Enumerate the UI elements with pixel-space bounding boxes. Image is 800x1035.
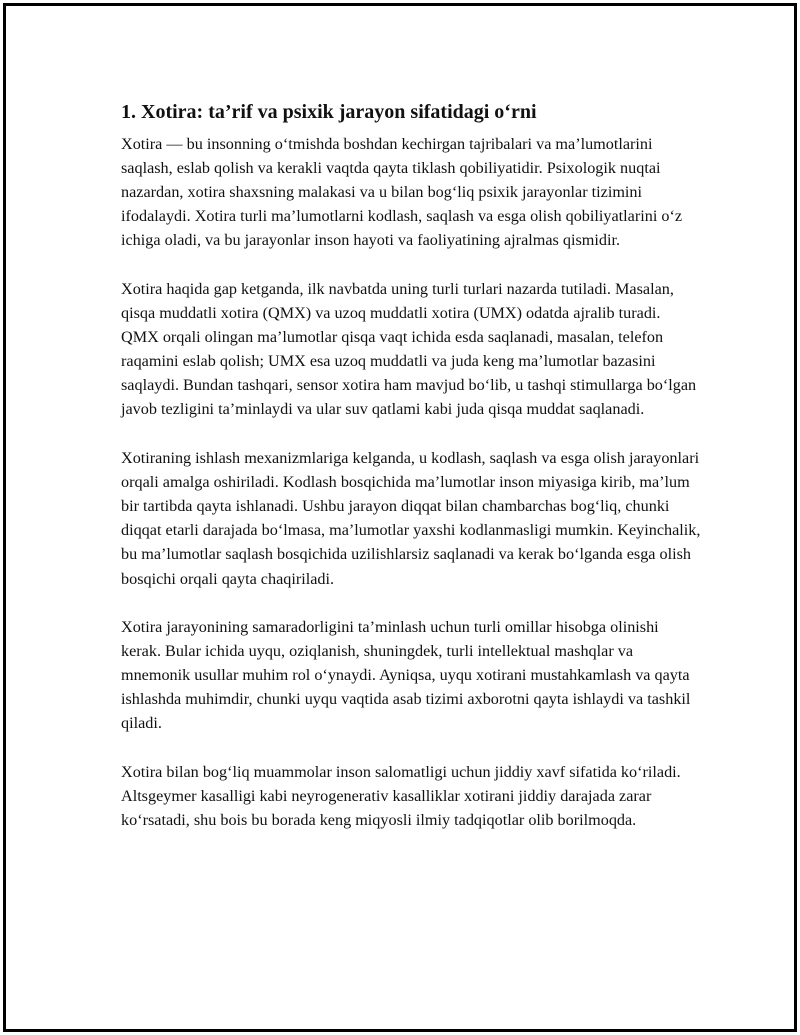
paragraph-problems: Xotira bilan bog‘liq muammolar inson salomatligi uchun jiddiy xavf sifatida ko‘riladi. Altsgeymer kasalligi kabi neyrogenerativ kasalliklar xotirani jiddiy darajada zarar ko‘rsatadi, shu bois bu borada keng miqyosli ilmiy tadqiqotlar olib borilmoqda. (121, 763, 681, 830)
paragraph-definition: Xotira — bu insonning o‘tmishda boshdan kechirgan tajribalari va ma’lumotlarini saqlash, eslab qolish va kerakli vaqtda qayta tiklash qobiliyatidir. Psixologik nuqtai nazardan, xotira shaxsning malakasi va u bilan bog‘liq psixik jarayonlar tizimini ifodalaydi. Xotira turli ma’lumotlarni kodlash, saqlash va esga olish qobiliyatlarini o‘z ichiga oladi, va bu jarayonlar inson hayoti va faoliyatining ajralmas qismidir. (121, 135, 683, 250)
page-frame (3, 3, 797, 1032)
paragraph-efficiency: Xotira jarayonining samaradorligini ta’minlash uchun turli omillar hisobga olinishi kerak. Bular ichida uyqu, oziqlanish, shuningdek, turli intellektual mashqlar va mnemonik usullar muhim rol o‘ynaydi. Ayniqsa, uyqu xotirani mustahkamlash va qayta ishlashda muhimdir, chunki uyqu vaqtida asab tizimi axborotni qayta ishlaydi va tashkil qiladi. (121, 618, 691, 733)
section-title: 1. Xotira: ta’rif va psixik jarayon sifatidagi o‘rni (121, 101, 537, 123)
paragraph-memory-types: Xotira haqida gap ketganda, ilk navbatda uning turli turlari nazarda tutiladi. Masalan, qisqa muddatli xotira (QMX) va uzoq muddatli xotira (UMX) odatda ajralib turadi. QMX orqali olingan ma’lumotlar qisqa vaqt ichida esda saqlanadi, masalan, telefon raqamini eslab qolish; UMX esa uzoq muddatli va juda keng ma’lumotlar bazasini saqlaydi. Bundan tashqari, sensor xotira ham mavjud bo‘lib, u tashqi stimullarga bo‘lgan javob tezligini ta’minlaydi va ular suv qatlami kabi juda qisqa muddat saqlanadi. (121, 279, 697, 419)
document-body (121, 98, 701, 857)
paragraph-mechanisms: Xotiraning ishlash mexanizmlariga kelganda, u kodlash, saqlash va esga olish jarayonlari orqali amalga oshiriladi. Kodlash bosqichida ma’lumotlar inson miyasiga kirib, ma’lum bir tartibda qayta ishlanadi. Ushbu jarayon diqqat bilan chambarchas bog‘liq, chunki diqqat etarli darajada bo‘lmasa, ma’lumotlar yaxshi kodlanmasligi mumkin. Keyinchalik, bu ma’lumotlar saqlash bosqichida uzilishlarsiz saqlanadi va kerak bo‘lganda esga olish bosqichi orqali qayta chaqiriladi. (121, 449, 701, 588)
